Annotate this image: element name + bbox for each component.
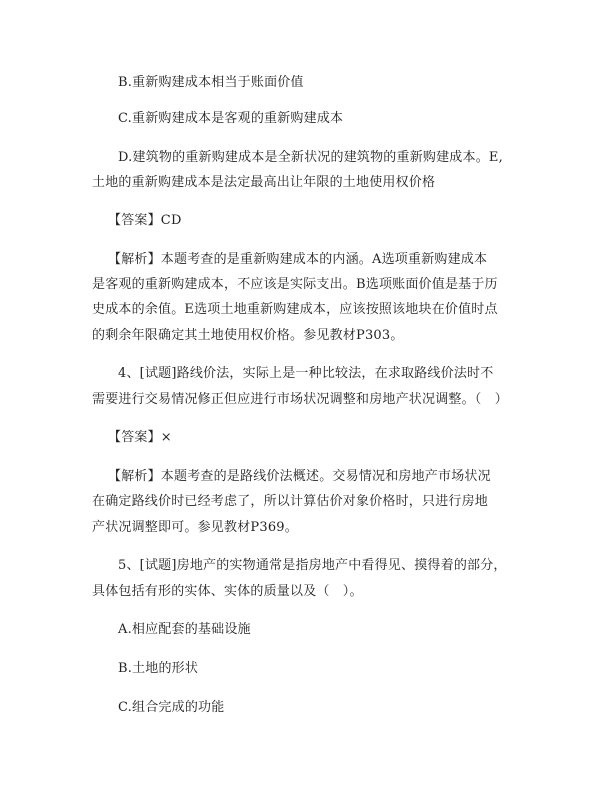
option-d-line: D.建筑物的重新购建成本是全新状况的建筑物的重新购建成本。E,: [118, 150, 503, 165]
analysis-line-2: 是客观的重新购建成本，不应该是实际支出。B选项账面价值是基于历: [92, 277, 498, 292]
question-5-line-1: 5、[试题]房地产的实物通常是指房地产中看得见、摸得着的部分，: [118, 558, 507, 573]
option-c-line: C.重新购建成本是客观的重新购建成本: [118, 111, 344, 126]
option-a-line: A.相应配套的基础设施: [118, 622, 251, 637]
analysis-2-line-1: 【解析】本题考查的是路线价法概述。交易情况和房地产市场状况: [108, 469, 491, 484]
answer-line-2: 【答案】×: [108, 430, 172, 445]
question-5-line-2: 具体包括有形的实体、实体的质量以及（ ）。: [92, 584, 363, 599]
analysis-2-line-2: 在确定路线价时已经考虑了，所以计算估价对象价格时，只进行房地: [92, 494, 489, 509]
analysis-2-line-3: 产状况调整即可。参见教材P369。: [92, 520, 298, 535]
question-4-line-2: 需要进行交易情况修正但应进行市场状况调整和房地产状况调整。（ ）: [92, 392, 508, 407]
answer-line-1: 【答案】CD: [108, 213, 182, 228]
option-b-line: B.重新购建成本相当于账面价值: [118, 75, 304, 90]
analysis-line-1: 【解析】本题考查的是重新购建成本的内涵。A选项重新购建成本: [108, 252, 488, 267]
option-d-continuation: 土地的重新购建成本是法定最高出让年限的土地使用权价格: [92, 175, 436, 190]
analysis-line-3: 史成本的余值。E选项土地重新购建成本，应该按照该地块在价值时点: [92, 302, 498, 317]
option-b-line-2: B.土地的形状: [118, 661, 199, 676]
option-c-line-2: C.组合完成的功能: [118, 700, 225, 715]
analysis-line-4: 的剩余年限确定其土地使用权价格。参见教材P303。: [92, 328, 404, 343]
question-4-line-1: 4、[试题]路线价法，实际上是一种比较法，在求取路线价法时不: [118, 366, 494, 381]
